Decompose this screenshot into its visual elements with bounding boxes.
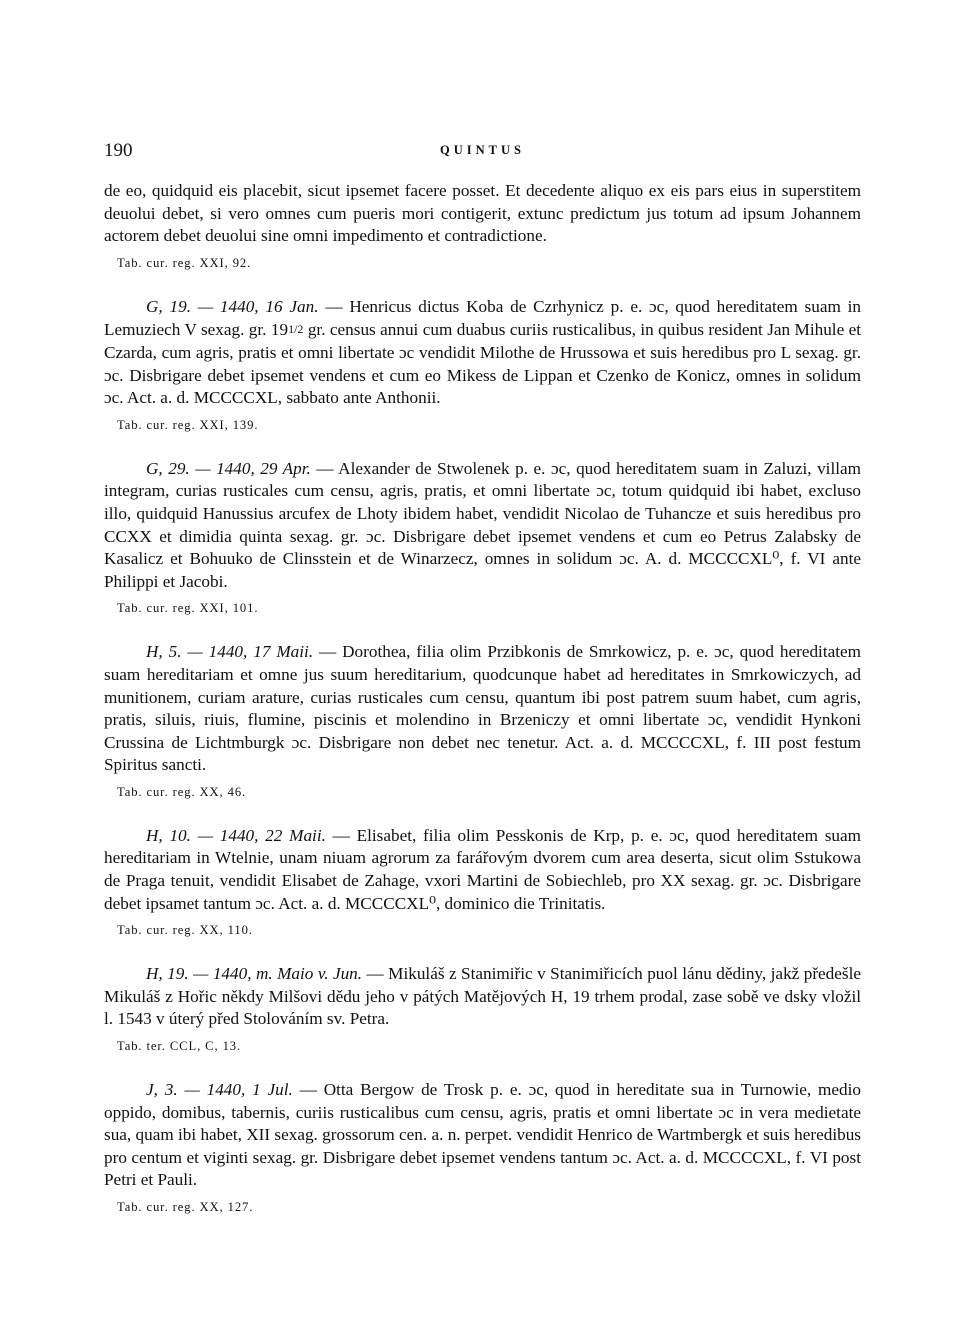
entry-text: — Mikuláš z Stanimiřic v Stanimiřicích puol lánu dědiny, jakž předešle Mikuláš z Hořic někdy Milšovi dědu jeho v pátých Matějových H, 19 trhem prodal, zase sobě ve dsky vložil l. 1543 v úterý před Stolováním sv. Petra. bbox=[104, 964, 861, 1029]
page-number: 190 bbox=[104, 140, 133, 161]
entry-h19 bbox=[104, 963, 861, 1057]
entry-paragraph bbox=[104, 458, 861, 594]
source-reference: Tab. cur. reg. XX, 127. bbox=[117, 1200, 254, 1214]
fraction: 1/2 bbox=[288, 322, 304, 337]
entry-date: G, 29. — 1440, 29 Apr. bbox=[146, 458, 311, 478]
entry-date: G, 19. — 1440, 16 Jan. bbox=[146, 296, 319, 316]
entry-text-continued: gr. census annui cum duabus curiis rusticalibus, in quibus resident Jan Mihule et Czarda, cum agris, pratis et omni libertate ɔc vendidit Milothe de Hrussowa et suis heredibus pro L sexag. gr. ɔc. Disbrigare debet ipsemet vendens et cum eo Mikess de Lippan et Czenko de Konicz, omnes in solidum ɔc. Act. a. d. MCCCCXL, sabbato ante Anthonii. bbox=[104, 320, 862, 408]
source-reference: Tab. cur. reg. XXI, 92. bbox=[117, 255, 252, 270]
entry-h10 bbox=[104, 825, 861, 941]
entry-date: H, 19. — 1440, m. Maio v. Jun. bbox=[146, 964, 363, 984]
entry-paragraph bbox=[104, 296, 861, 410]
intro-paragraph: de eo, quidquid eis placebit, sicut ipsemet facere posset. Et decedente aliquo ex eis pars eius in superstitem deuolui debet, si vero omnes cum pueris mori contigerit, extunc predictum jus totum ad ipsum Johannem actorem debet deuolui sine omni impedimento et contradictione. bbox=[104, 181, 861, 246]
page-header bbox=[104, 140, 861, 166]
entry-date: J, 3. — 1440, 1 Jul. bbox=[146, 1080, 293, 1100]
running-head: QUINTUS bbox=[440, 143, 525, 157]
source-reference: Tab. cur. reg. XXI, 101. bbox=[117, 601, 259, 616]
entry-text: — Alexander de Stwolenek p. e. ɔc, quod hereditatem suam in Zaluzi, villam integram, curias rusticales cum censu, agris, pratis, et omni libertate ɔc, totum quidquid ibi habet, excluso illo, quidquid Hanussius arcufex de Lhoty ibidem habet, vendidit Nicolao de Tuhancze et suis heredibus pro CCXX et dimidia quinta sexag. gr. ɔc. Disbrigare debet ipsemet vendens et cum eo Petrus Zalabsky de Kasalicz et Bohuuko de Clinsstein et de Winarzecz, omnes in solidum ɔc. A. d. MCCCCXL⁰, f. VI ante Philippi et Jacobi. bbox=[104, 458, 861, 591]
entry-g19 bbox=[104, 296, 861, 436]
entry-paragraph bbox=[104, 641, 861, 777]
entry-g29 bbox=[104, 458, 861, 620]
entry-paragraph bbox=[104, 1079, 861, 1192]
entry-text: — Henricus dictus Koba de Czrhynicz p. e. ɔc, quod hereditatem suam in Lemuziech V sexag. gr. 19 bbox=[104, 296, 862, 340]
entry-j3 bbox=[104, 1079, 861, 1218]
entry-h5 bbox=[104, 641, 861, 803]
entry-date: H, 5. — 1440, 17 Maii. bbox=[146, 642, 314, 662]
entry-date: H, 10. — 1440, 22 Maii. bbox=[146, 825, 326, 845]
entry-text: — Dorothea, filia olim Przibkonis de Smrkowicz, p. e. ɔc, quod hereditatem suam hereditariam et omne jus suum hereditarium, quodcunque habet ad hereditates in Smrkowiczych, ad munitionem, curiam arature, curias rusticales cum censu, quantum ibi post patrem suum habet, cum agris, pratis, siluis, riuis, flumine, piscinis et molendino in Brzeniczy et omni libertate ɔc, vendidit Hynkoni Crussina de Lichtmburgk ɔc. Disbrigare non debet nec tenetur. Act. a. d. MCCCCXL, f. III post festum Spiritus sancti. bbox=[104, 642, 861, 775]
source-reference: Tab. cur. reg. XXI, 139. bbox=[117, 417, 259, 432]
entry-paragraph bbox=[104, 963, 861, 1031]
source-reference: Tab. cur. reg. XX, 46. bbox=[117, 784, 247, 799]
intro-block bbox=[104, 180, 861, 274]
source-reference: Tab. ter. CCL, C, 13. bbox=[117, 1039, 242, 1054]
entry-paragraph bbox=[104, 825, 861, 915]
source-reference: Tab. cur. reg. XX, 110. bbox=[117, 923, 253, 938]
page-body bbox=[104, 180, 861, 1218]
entry-text: — Elisabet, filia olim Pesskonis de Krp, p. e. ɔc, quod hereditatem suam hereditariam in Wtelnie, unam niuam agrorum za farářovým dvorem cum area deserta, sicut olim Sstukowa de Praga tenuit, vendidit Elisabet de Zahage, vxori Martini de Sobiechleb, pro XX sexag. gr. ɔc. Disbrigare debet ipsamet tantum ɔc. Act. a. d. MCCCCXL⁰, dominico die Trinitatis. bbox=[104, 825, 862, 913]
entry-text: — Otta Bergow de Trosk p. e. ɔc, quod in hereditate sua in Turnowie, medio oppido, domibus, tabernis, curiis rusticalibus cum censu, agris, pratis et omni libertate ɔc in vera medietate sua, quam ibi habet, XII sexag. grossorum cen. a. n. perpet. vendidit Henrico de Wartmbergk et suis heredibus pro centum et viginti sexag. gr. Disbrigare debet ipsemet vendens tantum ɔc. Act. a. d. MCCCCXL, f. VI post Petri et Pauli. bbox=[104, 1080, 861, 1190]
